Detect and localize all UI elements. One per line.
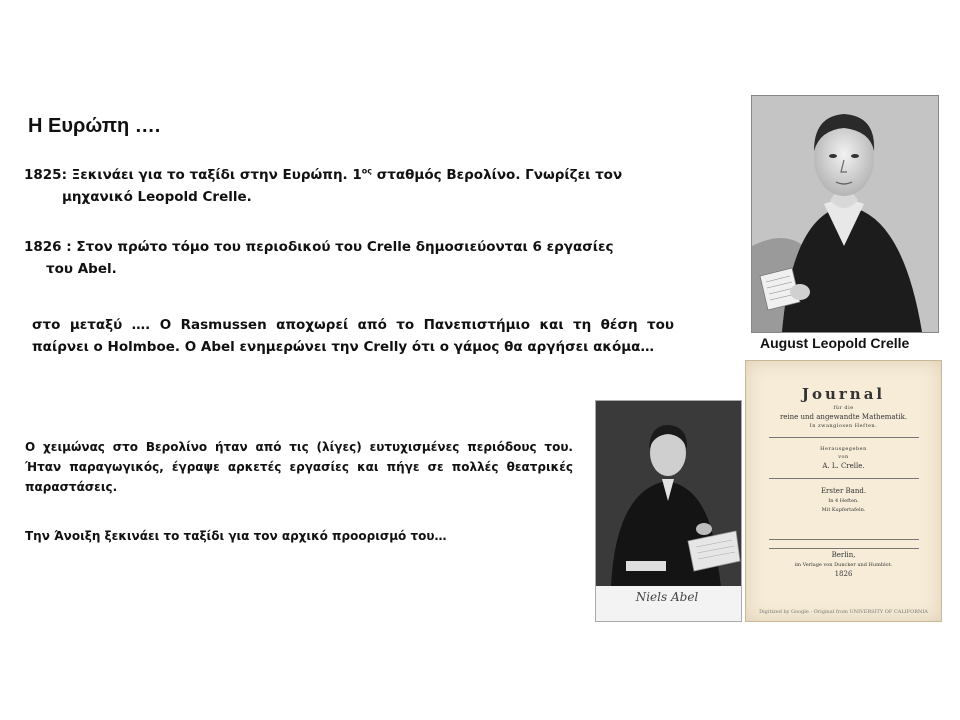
ordinal-superscript: ος	[361, 166, 373, 175]
journal-cover-image	[745, 360, 942, 622]
entry-1825-line1	[24, 167, 622, 183]
slide-title: Η Ευρώπη ….	[28, 115, 161, 137]
journal-format: In zwanglosen Heften.	[809, 423, 878, 429]
journal-rule	[769, 437, 919, 438]
journal-rule-3	[769, 539, 919, 540]
journal-from: von	[838, 454, 849, 460]
paragraph-winter-berlin: Ο χειμώνας στο Βερολίνο ήταν από τις (λίγες) ευτυχισμένες περιόδους του. Ήταν παραγωγικός, έγραψε αρκετές εργασίες και πήγε σε πολλές θεατρικές παραστάσεις.	[25, 440, 573, 494]
entry-1826-line1: 1826 : Στον πρώτο τόμο του περιοδικού του Crelle δημοσιεύονται 6 εργασίες	[24, 239, 614, 255]
crelle-caption: August Leopold Crelle	[760, 335, 910, 351]
journal-publisher: im Verlage von Duncker und Humblot.	[794, 562, 893, 568]
entry-1825-text-a: 1825: Ξεκινάει για το ταξίδι στην Ευρώπη. 1	[24, 166, 362, 183]
journal-original: Original from UNIVERSITY OF CALIFORNIA	[813, 609, 928, 615]
entry-1825-text-b: σταθμός Βερολίνο. Γνωρίζει τον	[372, 166, 623, 183]
journal-issues: In 4 Heften.	[828, 498, 859, 504]
entry-1825	[24, 160, 714, 208]
journal-edited-by: Herausgegeben	[820, 446, 867, 452]
entry-1826	[24, 236, 714, 280]
journal-digitization-note: Digitized by Google · Original from UNIVERSITY OF CALIFORNIA	[759, 609, 928, 615]
journal-for-the: für die	[833, 405, 854, 411]
journal-rule-2	[769, 478, 919, 479]
journal-digitized: Digitized by Google	[759, 609, 809, 615]
journal-volume: Erster Band.	[820, 487, 867, 495]
abel-signature: Niels Abel	[635, 590, 699, 604]
journal-rule-4	[769, 548, 919, 549]
abel-portrait-image	[595, 400, 742, 622]
entry-1825-line2: μηχανικό Leopold Crelle.	[62, 188, 252, 205]
paragraph-spring-journey: Την Άνοιξη ξεκινάει το ταξίδι για τον αρχικό προορισμό του…	[25, 529, 447, 543]
entry-1826-line2: του Abel.	[46, 261, 117, 277]
crelle-portrait-image	[751, 95, 939, 333]
journal-place: Berlin,	[831, 551, 856, 559]
journal-subtitle: reine und angewandte Mathematik.	[779, 413, 908, 421]
journal-title: Journal	[801, 385, 886, 403]
paragraph-meanwhile: στο μεταξύ …. Ο Rasmussen αποχωρεί από το Πανεπιστήμιο και τη θέση του παίρνει ο Holmboe. Ο Abel ενημερώνει την Crelly ότι ο γάμος θα αργήσει ακόμα…	[32, 317, 674, 355]
journal-year: 1826	[834, 570, 853, 578]
abel-portrait-drawing	[596, 401, 741, 621]
crelle-portrait-drawing	[752, 96, 938, 332]
journal-editor: A. L. Crelle.	[822, 462, 865, 470]
journal-plates: Mit Kupfertafeln.	[821, 507, 866, 513]
